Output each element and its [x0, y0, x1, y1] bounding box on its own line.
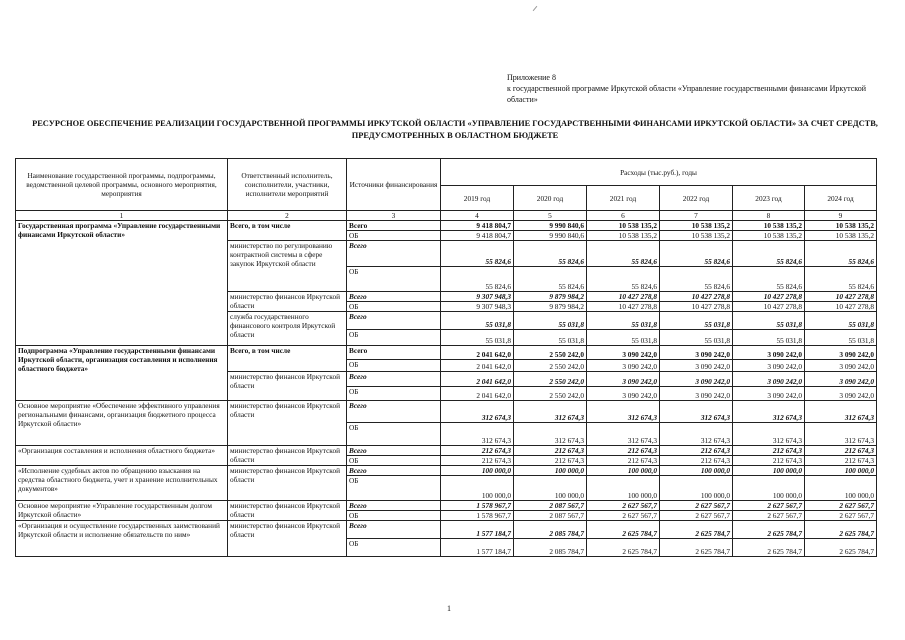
row-value: 55 031,8: [514, 312, 587, 330]
appendix-line-2: к государственной программе Иркутской области «Управление государственными финансами Иркутской области»: [507, 84, 867, 104]
col-number: 7: [660, 211, 733, 221]
row-value: 212 674,3: [441, 456, 514, 466]
row-value: 2 085 784,7: [514, 521, 587, 539]
row-value: 10 427 278,8: [660, 302, 733, 312]
row-value: 10 427 278,8: [805, 292, 877, 302]
row-value: 212 674,3: [805, 456, 877, 466]
row-value: 312 674,3: [441, 423, 514, 446]
row-value: 212 674,3: [805, 446, 877, 456]
row-value: 55 031,8: [514, 330, 587, 346]
header-expenses: Расходы (тыс.руб.), годы: [441, 159, 877, 186]
row-value: 10 538 135,2: [805, 231, 877, 241]
row-source: Всего: [347, 401, 441, 423]
row-value: 9 307 948,3: [441, 302, 514, 312]
row-value: 2 085 784,7: [514, 539, 587, 557]
row-value: 100 000,0: [587, 476, 660, 501]
row-value: 10 427 278,8: [587, 302, 660, 312]
row-value: 9 879 984,2: [514, 292, 587, 302]
row-value: 55 824,6: [805, 241, 877, 267]
row-value: 9 418 804,7: [441, 221, 514, 231]
row-value: 3 090 242,0: [805, 346, 877, 360]
row-value: 212 674,3: [733, 456, 805, 466]
row-value: 1 577 184,7: [441, 539, 514, 557]
row-value: 312 674,3: [805, 423, 877, 446]
row-value: 2 625 784,7: [805, 521, 877, 539]
row-source: ОБ: [347, 267, 441, 292]
table-row: [16, 501, 877, 511]
row-value: 212 674,3: [587, 456, 660, 466]
row-value: 55 824,6: [660, 241, 733, 267]
row-value: 100 000,0: [733, 466, 805, 476]
row-value: 55 824,6: [441, 241, 514, 267]
resource-table: [15, 158, 877, 557]
page-number: 1: [447, 604, 451, 613]
row-value: 2 625 784,7: [733, 521, 805, 539]
row-executor: Всего, в том числе: [228, 346, 347, 372]
row-value: 3 090 242,0: [587, 387, 660, 401]
row-value: 55 031,8: [441, 330, 514, 346]
row-source: ОБ: [347, 387, 441, 401]
row-value: 10 538 135,2: [660, 231, 733, 241]
row-value: 2 627 567,7: [587, 501, 660, 511]
row-value: 312 674,3: [514, 423, 587, 446]
row-name: «Организация и осуществление государственных заимствований Иркутской области и исполнение обязательств по ним»: [16, 521, 228, 557]
row-name: Подпрограмма «Управление государственными финансами Иркутской области, организация составления и исполнения областного бюджета»: [16, 346, 228, 401]
row-value: 55 824,6: [660, 267, 733, 292]
col-number: 1: [16, 211, 228, 221]
row-executor: министерство финансов Иркутской области: [228, 401, 347, 446]
scan-mark: [533, 6, 538, 11]
row-value: 55 824,6: [587, 241, 660, 267]
col-number: 3: [347, 211, 441, 221]
row-value: 212 674,3: [587, 446, 660, 456]
row-value: 1 577 184,7: [441, 521, 514, 539]
row-value: 2 087 567,7: [514, 511, 587, 521]
row-value: 3 090 242,0: [733, 372, 805, 387]
table-row: [16, 446, 877, 456]
row-value: 10 427 278,8: [660, 292, 733, 302]
row-value: 2 625 784,7: [587, 521, 660, 539]
row-value: 312 674,3: [587, 401, 660, 423]
row-source: Всего: [347, 501, 441, 511]
row-value: 55 824,6: [587, 267, 660, 292]
row-value: 10 427 278,8: [733, 302, 805, 312]
table-row: [16, 521, 877, 539]
row-value: 10 427 278,8: [805, 302, 877, 312]
row-value: 3 090 242,0: [660, 387, 733, 401]
col-number: 4: [441, 211, 514, 221]
row-executor: министерство финансов Иркутской области: [228, 466, 347, 501]
row-value: 10 427 278,8: [587, 292, 660, 302]
col-number: 9: [805, 211, 877, 221]
row-value: 2 625 784,7: [660, 539, 733, 557]
row-value: 55 031,8: [587, 312, 660, 330]
row-value: 2 627 567,7: [733, 511, 805, 521]
row-source: ОБ: [347, 539, 441, 557]
row-value: 9 990 840,6: [514, 221, 587, 231]
row-value: 9 418 804,7: [441, 231, 514, 241]
row-value: 2 550 242,0: [514, 387, 587, 401]
row-value: 3 090 242,0: [660, 360, 733, 372]
row-value: 212 674,3: [660, 446, 733, 456]
row-source: Всего: [347, 221, 441, 231]
row-value: 2 041 642,0: [441, 387, 514, 401]
row-value: 55 824,6: [733, 267, 805, 292]
row-source: Всего: [347, 521, 441, 539]
row-value: 10 538 135,2: [733, 221, 805, 231]
row-value: 2 627 567,7: [587, 511, 660, 521]
row-source: Всего: [347, 292, 441, 302]
row-value: 2 550 242,0: [514, 346, 587, 360]
row-executor: служба государственного финансового контроля Иркутской области: [228, 312, 347, 346]
row-value: 2 550 242,0: [514, 360, 587, 372]
row-value: 10 538 135,2: [733, 231, 805, 241]
row-value: 2 627 567,7: [660, 511, 733, 521]
header-year: 2024 год: [805, 186, 877, 211]
row-value: 9 990 840,6: [514, 231, 587, 241]
row-source: ОБ: [347, 511, 441, 521]
row-value: 2 041 642,0: [441, 360, 514, 372]
row-value: 55 824,6: [514, 241, 587, 267]
row-value: 2 627 567,7: [660, 501, 733, 511]
row-value: 55 824,6: [441, 267, 514, 292]
table-row: [16, 401, 877, 423]
row-value: 3 090 242,0: [805, 387, 877, 401]
row-value: 212 674,3: [514, 456, 587, 466]
row-name: Основное мероприятие «Обеспечение эффективного управления региональными финансами, организация бюджетного процесса Иркутской области»: [16, 401, 228, 446]
row-source: Всего: [347, 466, 441, 476]
header-year: 2021 год: [587, 186, 660, 211]
row-executor: министерство финансов Иркутской области: [228, 292, 347, 312]
table-row: [16, 221, 877, 231]
col-number: 8: [733, 211, 805, 221]
row-value: 100 000,0: [660, 466, 733, 476]
row-value: 55 824,6: [733, 241, 805, 267]
row-value: 10 538 135,2: [660, 221, 733, 231]
row-value: 212 674,3: [733, 446, 805, 456]
row-value: 55 031,8: [660, 330, 733, 346]
row-value: 3 090 242,0: [587, 360, 660, 372]
table-row: [16, 346, 877, 360]
row-value: 55 031,8: [805, 330, 877, 346]
row-value: 100 000,0: [514, 466, 587, 476]
row-value: 55 031,8: [805, 312, 877, 330]
row-value: 55 824,6: [514, 267, 587, 292]
document-title: РЕСУРСНОЕ ОБЕСПЕЧЕНИЕ РЕАЛИЗАЦИИ ГОСУДАРСТВЕННОЙ ПРОГРАММЫ ИРКУТСКОЙ ОБЛАСТИ «УПРАВЛЕНИЕ ГОСУДАРСТВЕННЫМИ ФИНАНСАМИ ИРКУТСКОЙ ОБЛАСТИ» ЗА СЧЕТ СРЕДСТВ, ПРЕДУСМОТРЕННЫХ В ОБЛАСТНОМ БЮДЖЕТЕ: [32, 119, 878, 140]
row-value: 9 307 948,3: [441, 292, 514, 302]
row-value: 55 031,8: [660, 312, 733, 330]
row-value: 312 674,3: [587, 423, 660, 446]
row-value: 55 824,6: [805, 267, 877, 292]
row-value: 2 625 784,7: [733, 539, 805, 557]
row-value: 3 090 242,0: [660, 372, 733, 387]
row-value: 10 538 135,2: [587, 221, 660, 231]
row-value: 100 000,0: [805, 476, 877, 501]
row-executor: Всего, в том числе: [228, 221, 347, 241]
row-value: 2 041 642,0: [441, 346, 514, 360]
appendix-note: [507, 72, 887, 105]
col-number: 6: [587, 211, 660, 221]
row-value: 2 550 242,0: [514, 372, 587, 387]
row-source: Всего: [347, 372, 441, 387]
row-executor: министерство финансов Иркутской области: [228, 501, 347, 521]
row-value: 3 090 242,0: [660, 346, 733, 360]
row-value: 3 090 242,0: [805, 360, 877, 372]
row-value: 312 674,3: [441, 401, 514, 423]
col-number: 2: [228, 211, 347, 221]
row-value: 2 041 642,0: [441, 372, 514, 387]
col-number: 5: [514, 211, 587, 221]
row-value: 3 090 242,0: [733, 387, 805, 401]
row-value: 3 090 242,0: [733, 360, 805, 372]
row-executor: министерство финансов Иркутской области: [228, 372, 347, 401]
row-value: 2 625 784,7: [587, 539, 660, 557]
row-value: 3 090 242,0: [587, 346, 660, 360]
row-value: 3 090 242,0: [805, 372, 877, 387]
row-value: 100 000,0: [733, 476, 805, 501]
row-value: 212 674,3: [514, 446, 587, 456]
row-value: 100 000,0: [441, 466, 514, 476]
row-source: ОБ: [347, 456, 441, 466]
row-executor: министерство финансов Иркутской области: [228, 446, 347, 466]
row-value: 2 627 567,7: [805, 501, 877, 511]
row-source: Всего: [347, 312, 441, 330]
header-year: 2022 год: [660, 186, 733, 211]
row-value: 1 578 967,7: [441, 511, 514, 521]
row-value: 2 625 784,7: [805, 539, 877, 557]
header-name: Наименование государственной программы, подпрограммы, ведомственной целевой программы, основного мероприятия, мероприятия: [16, 159, 228, 211]
header-executor: Ответственный исполнитель, соисполнители, участники, исполнители мероприятий: [228, 159, 347, 211]
row-value: 100 000,0: [660, 476, 733, 501]
header-source: Источники финансирования: [347, 159, 441, 211]
row-source: ОБ: [347, 302, 441, 312]
row-value: 9 879 984,2: [514, 302, 587, 312]
row-value: 10 538 135,2: [805, 221, 877, 231]
row-value: 55 031,8: [587, 330, 660, 346]
header-year: 2020 год: [514, 186, 587, 211]
row-value: 3 090 242,0: [587, 372, 660, 387]
row-value: 10 427 278,8: [733, 292, 805, 302]
row-value: 2 625 784,7: [660, 521, 733, 539]
row-value: 55 031,8: [733, 312, 805, 330]
row-value: 212 674,3: [660, 456, 733, 466]
row-value: 100 000,0: [587, 466, 660, 476]
row-value: 312 674,3: [660, 423, 733, 446]
row-value: 212 674,3: [441, 446, 514, 456]
row-source: Всего: [347, 346, 441, 360]
header-year: 2023 год: [733, 186, 805, 211]
table-row: [16, 466, 877, 476]
appendix-line-1: Приложение 8: [507, 73, 556, 82]
row-source: Всего: [347, 446, 441, 456]
row-executor: министерство финансов Иркутской области: [228, 521, 347, 557]
row-value: 100 000,0: [514, 476, 587, 501]
row-value: 2 627 567,7: [733, 501, 805, 511]
row-value: 1 578 967,7: [441, 501, 514, 511]
row-value: 10 538 135,2: [587, 231, 660, 241]
row-source: ОБ: [347, 360, 441, 372]
row-value: 3 090 242,0: [733, 346, 805, 360]
row-value: 55 031,8: [441, 312, 514, 330]
row-name: Основное мероприятие «Управление государственным долгом Иркутской области»: [16, 501, 228, 521]
header-year: 2019 год: [441, 186, 514, 211]
row-value: 2 087 567,7: [514, 501, 587, 511]
row-name: «Организация составления и исполнения областного бюджета»: [16, 446, 228, 466]
row-value: 100 000,0: [441, 476, 514, 501]
row-source: ОБ: [347, 423, 441, 446]
row-executor: министерство по регулированию контрактной системы в сфере закупок Иркутской области: [228, 241, 347, 292]
row-name: Государственная программа «Управление государственными финансами Иркутской области»: [16, 221, 228, 346]
row-value: 312 674,3: [733, 423, 805, 446]
row-source: ОБ: [347, 476, 441, 501]
row-value: 2 627 567,7: [805, 511, 877, 521]
row-value: 312 674,3: [514, 401, 587, 423]
row-source: Всего: [347, 241, 441, 267]
row-name: «Исполнение судебных актов по обращению взыскания на средства областного бюджета, учет и хранение исполнительных документов»: [16, 466, 228, 501]
row-value: 312 674,3: [733, 401, 805, 423]
row-source: ОБ: [347, 231, 441, 241]
row-source: ОБ: [347, 330, 441, 346]
row-value: 100 000,0: [805, 466, 877, 476]
row-value: 312 674,3: [805, 401, 877, 423]
row-value: 312 674,3: [660, 401, 733, 423]
row-value: 55 031,8: [733, 330, 805, 346]
